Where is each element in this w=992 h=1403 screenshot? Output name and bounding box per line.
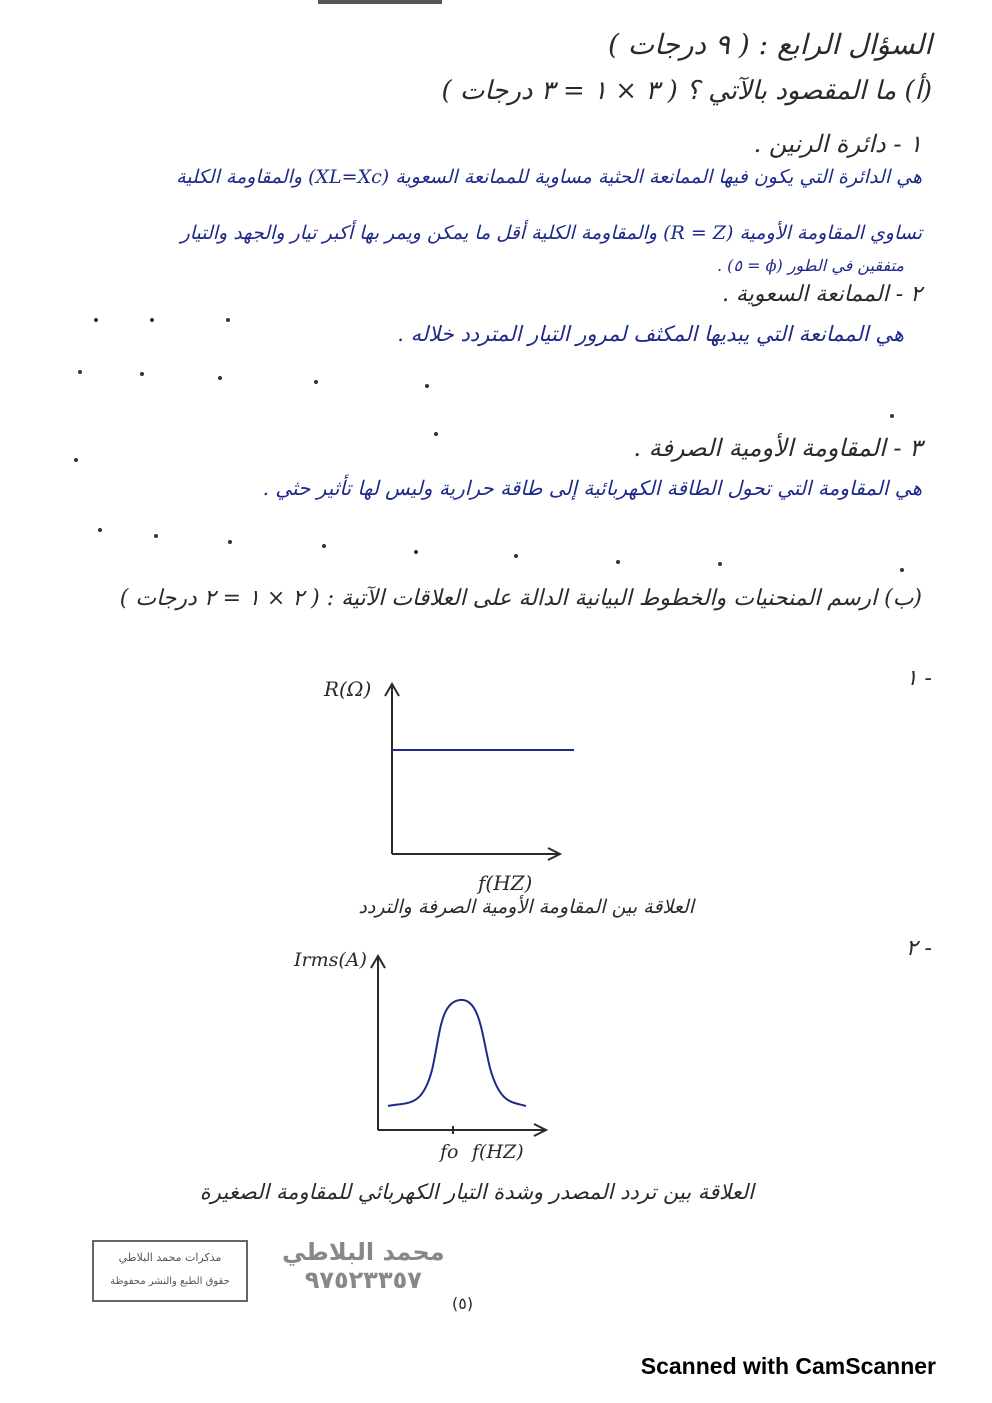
- graph2-x-label: f(HZ): [472, 1141, 524, 1163]
- graph1-x-label: f(HZ): [478, 871, 533, 895]
- item3-heading: ٣ - المقاومة الأومية الصرفة .: [633, 434, 922, 462]
- dot-mark: [74, 458, 78, 462]
- graph1-y-label: R(Ω): [324, 677, 372, 701]
- dot-mark: [718, 562, 722, 566]
- graph2-caption: العلاقة بين تردد المصدر وشدة التيار الكهربائي للمقاومة الصغيرة: [199, 1180, 754, 1204]
- dot-mark: [226, 318, 230, 322]
- dot-mark: [314, 380, 318, 384]
- item1-heading: ١ - دائرة الرنين .: [753, 130, 922, 158]
- item2-answer: هي الممانعة التي يبديها المكثف لمرور التيار المتردد خلاله .: [397, 322, 904, 346]
- dot-mark: [900, 568, 904, 572]
- stamp-line2: حقوق الطبع والنشر محفوظة: [110, 1276, 230, 1287]
- dot-mark: [425, 384, 429, 388]
- dot-mark: [616, 560, 620, 564]
- graph2-number: ٢ -: [905, 936, 932, 961]
- author-phone: ٩٧٥٢٣٣٥٧: [304, 1266, 422, 1294]
- dot-mark: [890, 414, 894, 418]
- graph1-number: ١ -: [905, 666, 932, 691]
- dot-mark: [78, 370, 82, 374]
- graph2-fo-label: fo: [440, 1141, 459, 1163]
- part-b-heading: (ب) ارسم المنحنيات والخطوط البيانية الدالة على العلاقات الآتية : ( ٢ × ١ = ٢ درجات ): [119, 586, 922, 611]
- author-name: محمد البلاطي: [282, 1238, 445, 1266]
- top-edge-mark: [318, 0, 442, 4]
- question-title: السؤال الرابع : ( ٩ درجات ): [607, 28, 932, 61]
- item1-answer-line3: متفقين في الطور (ϕ = ٥) .: [716, 256, 904, 275]
- copyright-stamp: [92, 1240, 248, 1302]
- dot-mark: [94, 318, 98, 322]
- graph2-y-label: Irms(A): [294, 949, 367, 971]
- dot-mark: [218, 376, 222, 380]
- dot-mark: [150, 318, 154, 322]
- page-number: (٥): [452, 1294, 474, 1313]
- dot-mark: [434, 432, 438, 436]
- graph2-curve: [388, 1000, 526, 1106]
- dot-mark: [414, 550, 418, 554]
- part-a-heading: (أ) ما المقصود بالآتي ؟ ( ٣ × ١ = ٣ درجات ): [441, 76, 932, 106]
- graph1-caption: العلاقة بين المقاومة الأومية الصرفة والتردد: [358, 896, 694, 918]
- item1-answer-line2: تساوي المقاومة الأومية (R = Z) والمقاومة الكلية أقل ما يمكن ويمر بها أكبر تيار والجهد والتيار: [180, 222, 922, 244]
- item3-answer: هي المقاومة التي تحول الطاقة الكهربائية إلى طاقة حرارية وليس لها تأثير حثي .: [262, 476, 922, 500]
- dot-mark: [322, 544, 326, 548]
- stamp-line1: مذكرات محمد البلاطي: [118, 1251, 222, 1264]
- dot-mark: [154, 534, 158, 538]
- scanner-footer: Scanned with CamScanner: [640, 1353, 936, 1379]
- dot-mark: [98, 528, 102, 532]
- dot-mark: [228, 540, 232, 544]
- dot-mark: [140, 372, 144, 376]
- item1-answer-line1: هي الدائرة التي يكون فيها الممانعة الحثية مساوية للممانعة السعوية (XL=Xc) والمقاومة الكلية: [176, 166, 922, 188]
- dot-mark: [514, 554, 518, 558]
- graph2-sketch: [290, 940, 560, 1170]
- author-signature: [282, 1238, 445, 1294]
- graph1-sketch: [300, 668, 600, 898]
- item2-heading: ٢ - الممانعة السعوية .: [721, 282, 922, 307]
